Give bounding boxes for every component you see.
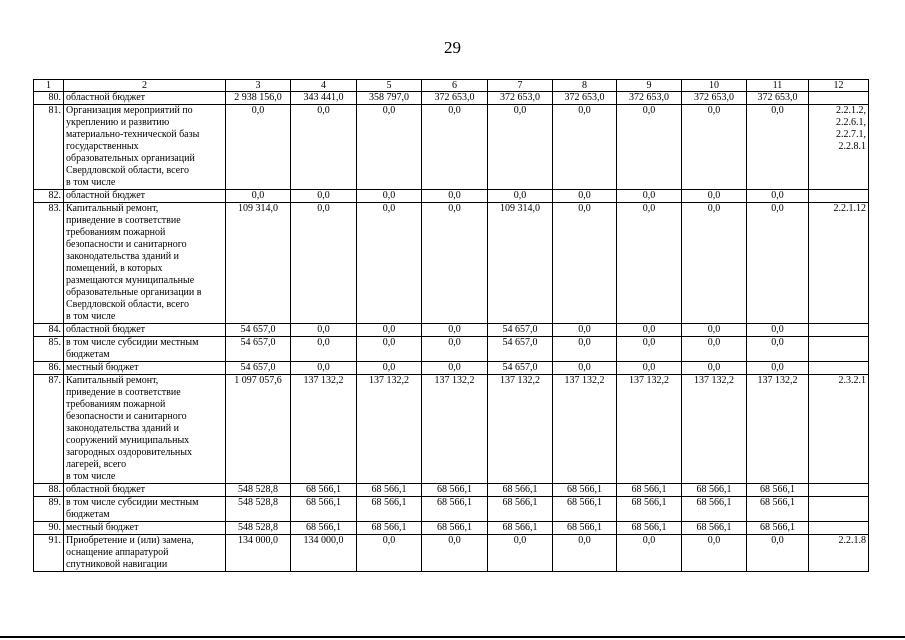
column-header: 8 <box>553 80 617 92</box>
amount-cell: 0,0 <box>291 190 357 203</box>
target-reference <box>809 203 869 324</box>
amount-cell: 0,0 <box>422 535 488 572</box>
description-line: областной бюджет <box>66 484 146 495</box>
amount-cell: 0,0 <box>747 203 809 324</box>
amount-cell: 0,0 <box>617 203 682 324</box>
reference-line: 2.2.1.2, <box>836 105 866 116</box>
amount-cell: 68 566,1 <box>553 522 617 535</box>
table-row <box>34 105 869 190</box>
row-number: 86. <box>34 362 64 375</box>
column-header: 6 <box>422 80 488 92</box>
amount-cell: 137 132,2 <box>291 375 357 484</box>
row-description <box>64 362 226 375</box>
amount-cell: 0,0 <box>682 203 747 324</box>
table-row <box>34 484 869 497</box>
reference-line: 2.2.8.1 <box>838 141 866 152</box>
amount-cell: 0,0 <box>682 362 747 375</box>
row-number: 82. <box>34 190 64 203</box>
target-reference <box>809 337 869 362</box>
column-number-row <box>34 80 869 92</box>
amount-cell: 0,0 <box>747 535 809 572</box>
amount-cell: 0,0 <box>422 203 488 324</box>
amount-cell: 0,0 <box>291 362 357 375</box>
description-line: приведение в соответствие <box>66 215 181 226</box>
description-line: государственных <box>66 141 139 152</box>
table-row <box>34 535 869 572</box>
row-number: 80. <box>34 92 64 105</box>
target-reference <box>809 535 869 572</box>
column-header: 1 <box>34 80 64 92</box>
amount-cell: 0,0 <box>357 324 422 337</box>
amount-cell: 0,0 <box>357 337 422 362</box>
table-row <box>34 497 869 522</box>
amount-cell: 0,0 <box>422 190 488 203</box>
amount-cell: 0,0 <box>747 324 809 337</box>
amount-cell: 2 938 156,0 <box>226 92 291 105</box>
page-number: 29 <box>444 38 461 57</box>
amount-cell: 137 132,2 <box>682 375 747 484</box>
description-line: оснащение аппаратурой <box>66 547 169 558</box>
amount-cell: 68 566,1 <box>747 484 809 497</box>
amount-cell: 548 528,8 <box>226 484 291 497</box>
row-number: 90. <box>34 522 64 535</box>
row-description <box>64 92 226 105</box>
description-line: Свердловской области, всего <box>66 299 189 310</box>
amount-cell: 1 097 057,6 <box>226 375 291 484</box>
amount-cell: 137 132,2 <box>747 375 809 484</box>
target-reference <box>809 105 869 190</box>
amount-cell: 68 566,1 <box>291 484 357 497</box>
table-row <box>34 203 869 324</box>
amount-cell: 0,0 <box>617 190 682 203</box>
column-header: 3 <box>226 80 291 92</box>
bottom-border <box>0 636 905 638</box>
amount-cell: 0,0 <box>553 203 617 324</box>
target-reference <box>809 362 869 375</box>
amount-cell: 0,0 <box>682 105 747 190</box>
target-reference <box>809 92 869 105</box>
amount-cell: 0,0 <box>357 203 422 324</box>
amount-cell: 372 653,0 <box>422 92 488 105</box>
amount-cell: 68 566,1 <box>747 497 809 522</box>
row-description <box>64 497 226 522</box>
row-number: 91. <box>34 535 64 572</box>
description-line: безопасности и санитарного <box>66 239 187 250</box>
description-line: требованиям пожарной <box>66 399 166 410</box>
table-row <box>34 375 869 484</box>
description-line: областной бюджет <box>66 324 146 335</box>
reference-line: 2.2.7.1, <box>836 129 866 140</box>
amount-cell: 0,0 <box>553 362 617 375</box>
row-description <box>64 337 226 362</box>
description-line: законодательства зданий и <box>66 251 179 262</box>
description-line: приведение в соответствие <box>66 387 181 398</box>
amount-cell: 0,0 <box>422 324 488 337</box>
description-line: безопасности и санитарного <box>66 411 187 422</box>
row-number: 81. <box>34 105 64 190</box>
description-line: в том числе <box>66 311 116 322</box>
amount-cell: 0,0 <box>553 535 617 572</box>
amount-cell: 134 000,0 <box>291 535 357 572</box>
amount-cell: 0,0 <box>682 535 747 572</box>
description-line: укреплению и развитию <box>66 117 170 128</box>
column-header: 10 <box>682 80 747 92</box>
row-number: 87. <box>34 375 64 484</box>
budget-table <box>33 79 869 572</box>
description-line: бюджетам <box>66 509 110 520</box>
amount-cell: 0,0 <box>422 105 488 190</box>
target-reference <box>809 190 869 203</box>
column-header: 7 <box>488 80 553 92</box>
amount-cell: 0,0 <box>747 190 809 203</box>
amount-cell: 68 566,1 <box>617 497 682 522</box>
amount-cell: 0,0 <box>553 105 617 190</box>
amount-cell: 0,0 <box>747 337 809 362</box>
amount-cell: 68 566,1 <box>682 484 747 497</box>
description-line: в том числе субсидии местным <box>66 497 199 508</box>
description-line: местный бюджет <box>66 362 139 373</box>
target-reference <box>809 375 869 484</box>
target-reference <box>809 484 869 497</box>
amount-cell: 68 566,1 <box>422 497 488 522</box>
row-number: 89. <box>34 497 64 522</box>
target-reference <box>809 522 869 535</box>
amount-cell: 68 566,1 <box>617 522 682 535</box>
amount-cell: 0,0 <box>488 190 553 203</box>
amount-cell: 134 000,0 <box>226 535 291 572</box>
row-description <box>64 535 226 572</box>
amount-cell: 54 657,0 <box>226 337 291 362</box>
amount-cell: 68 566,1 <box>357 522 422 535</box>
row-number: 83. <box>34 203 64 324</box>
amount-cell: 68 566,1 <box>488 522 553 535</box>
amount-cell: 0,0 <box>226 190 291 203</box>
description-line: Свердловской области, всего <box>66 165 189 176</box>
amount-cell: 68 566,1 <box>488 484 553 497</box>
amount-cell: 54 657,0 <box>226 362 291 375</box>
table-row <box>34 92 869 105</box>
amount-cell: 68 566,1 <box>357 484 422 497</box>
description-line: областной бюджет <box>66 92 146 103</box>
amount-cell: 358 797,0 <box>357 92 422 105</box>
amount-cell: 0,0 <box>357 362 422 375</box>
amount-cell: 68 566,1 <box>291 522 357 535</box>
reference-line: 2.2.6.1, <box>836 117 866 128</box>
amount-cell: 0,0 <box>617 105 682 190</box>
target-reference <box>809 324 869 337</box>
amount-cell: 0,0 <box>357 535 422 572</box>
description-line: законодательства зданий и <box>66 423 179 434</box>
table-row <box>34 362 869 375</box>
row-description <box>64 203 226 324</box>
amount-cell: 0,0 <box>617 362 682 375</box>
column-header: 9 <box>617 80 682 92</box>
amount-cell: 0,0 <box>488 105 553 190</box>
amount-cell: 137 132,2 <box>488 375 553 484</box>
amount-cell: 372 653,0 <box>617 92 682 105</box>
description-line: Капитальный ремонт, <box>66 375 159 386</box>
amount-cell: 0,0 <box>291 324 357 337</box>
amount-cell: 137 132,2 <box>422 375 488 484</box>
table-row <box>34 522 869 535</box>
row-description <box>64 105 226 190</box>
amount-cell: 0,0 <box>422 337 488 362</box>
reference-line: 2.2.1.8 <box>838 535 866 546</box>
amount-cell: 372 653,0 <box>488 92 553 105</box>
description-line: образовательные организации в <box>66 287 202 298</box>
amount-cell: 68 566,1 <box>747 522 809 535</box>
amount-cell: 372 653,0 <box>553 92 617 105</box>
row-description <box>64 324 226 337</box>
description-line: в том числе субсидии местным <box>66 337 199 348</box>
amount-cell: 0,0 <box>553 324 617 337</box>
table-row <box>34 324 869 337</box>
description-line: размещаются муниципальные <box>66 275 195 286</box>
description-line: в том числе <box>66 177 116 188</box>
column-header: 2 <box>64 80 226 92</box>
amount-cell: 109 314,0 <box>226 203 291 324</box>
description-line: местный бюджет <box>66 522 139 533</box>
amount-cell: 372 653,0 <box>682 92 747 105</box>
description-line: лагерей, всего <box>66 459 127 470</box>
row-number: 84. <box>34 324 64 337</box>
description-line: в том числе <box>66 471 116 482</box>
table-row <box>34 190 869 203</box>
column-header: 4 <box>291 80 357 92</box>
amount-cell: 137 132,2 <box>357 375 422 484</box>
description-line: загородных оздоровительных <box>66 447 192 458</box>
description-line: образовательных организаций <box>66 153 195 164</box>
amount-cell: 0,0 <box>226 105 291 190</box>
amount-cell: 0,0 <box>617 535 682 572</box>
reference-line: 2.2.1.12 <box>833 203 866 214</box>
row-description <box>64 190 226 203</box>
amount-cell: 0,0 <box>357 190 422 203</box>
amount-cell: 0,0 <box>617 324 682 337</box>
row-description <box>64 484 226 497</box>
column-header: 5 <box>357 80 422 92</box>
amount-cell: 68 566,1 <box>422 522 488 535</box>
amount-cell: 68 566,1 <box>422 484 488 497</box>
target-reference <box>809 497 869 522</box>
column-header: 11 <box>747 80 809 92</box>
amount-cell: 372 653,0 <box>747 92 809 105</box>
amount-cell: 0,0 <box>291 337 357 362</box>
description-line: сооружений муниципальных <box>66 435 190 446</box>
amount-cell: 0,0 <box>682 337 747 362</box>
row-description <box>64 522 226 535</box>
amount-cell: 68 566,1 <box>357 497 422 522</box>
amount-cell: 0,0 <box>617 337 682 362</box>
amount-cell: 0,0 <box>488 535 553 572</box>
amount-cell: 548 528,8 <box>226 522 291 535</box>
row-number: 85. <box>34 337 64 362</box>
amount-cell: 68 566,1 <box>488 497 553 522</box>
description-line: Приобретение и (или) замена, <box>66 535 194 546</box>
description-line: Капитальный ремонт, <box>66 203 159 214</box>
description-line: Организация мероприятий по <box>66 105 193 116</box>
amount-cell: 54 657,0 <box>488 362 553 375</box>
table-body <box>34 80 869 572</box>
row-number: 88. <box>34 484 64 497</box>
amount-cell: 68 566,1 <box>617 484 682 497</box>
description-line: спутниковой навигации <box>66 559 168 570</box>
table-row <box>34 337 869 362</box>
amount-cell: 0,0 <box>291 203 357 324</box>
amount-cell: 0,0 <box>682 324 747 337</box>
column-header: 12 <box>809 80 869 92</box>
amount-cell: 54 657,0 <box>226 324 291 337</box>
amount-cell: 0,0 <box>422 362 488 375</box>
amount-cell: 0,0 <box>747 362 809 375</box>
reference-line: 2.3.2.1 <box>838 375 866 386</box>
amount-cell: 68 566,1 <box>553 497 617 522</box>
amount-cell: 0,0 <box>291 105 357 190</box>
description-line: требованиям пожарной <box>66 227 166 238</box>
amount-cell: 54 657,0 <box>488 324 553 337</box>
amount-cell: 68 566,1 <box>682 522 747 535</box>
description-line: областной бюджет <box>66 190 146 201</box>
amount-cell: 137 132,2 <box>553 375 617 484</box>
amount-cell: 548 528,8 <box>226 497 291 522</box>
amount-cell: 109 314,0 <box>488 203 553 324</box>
amount-cell: 54 657,0 <box>488 337 553 362</box>
amount-cell: 0,0 <box>747 105 809 190</box>
amount-cell: 343 441,0 <box>291 92 357 105</box>
amount-cell: 68 566,1 <box>291 497 357 522</box>
amount-cell: 137 132,2 <box>617 375 682 484</box>
amount-cell: 0,0 <box>682 190 747 203</box>
amount-cell: 68 566,1 <box>553 484 617 497</box>
amount-cell: 0,0 <box>553 337 617 362</box>
description-line: бюджетам <box>66 349 110 360</box>
description-line: помещений, в которых <box>66 263 163 274</box>
amount-cell: 0,0 <box>357 105 422 190</box>
row-description <box>64 375 226 484</box>
amount-cell: 68 566,1 <box>682 497 747 522</box>
amount-cell: 0,0 <box>553 190 617 203</box>
description-line: материально-технической базы <box>66 129 200 140</box>
